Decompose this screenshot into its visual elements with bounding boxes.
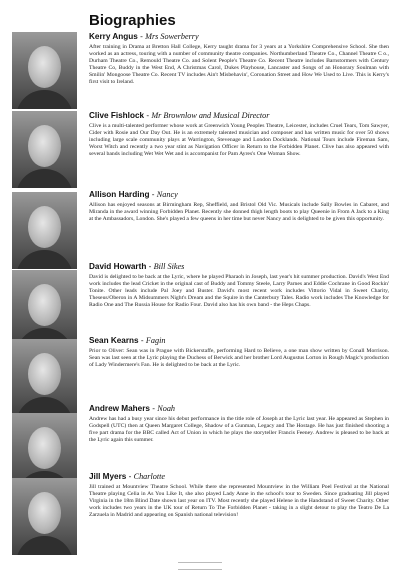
headshot-photo: [12, 32, 77, 109]
separator-dash: -: [148, 262, 154, 271]
performer-name: Allison Harding: [89, 190, 150, 199]
separator-dash: -: [140, 336, 146, 345]
face-shape: [28, 492, 61, 534]
performer-name: Andrew Mahers: [89, 404, 150, 413]
performer-name: Jill Myers: [89, 472, 127, 481]
character-role: Bill Sikes: [153, 262, 185, 271]
bio-paragraph: After training in Drama at Bretton Hall College, Kerry taught drama for 3 years at a Yorkshire Comprehensive School. She then worked as an actress, touring with a number of community theatre companies. Northumberland Theatre Co., Channel Theatre C o., Durham Theatre Co., Remould Theatre Co. and Solent People's Theatre Co. Recent Theatre includes Barnstormers with Century Theatre Co, Buddy in the West End, A Christmas Carol, Dukes Playhouse, Lancaster and Songs of an Honorary Soulman with Smilin' Mongoose Theatre Co. Recent TV includes Ain't Misbehavin', Coronation Street and How We Used to Live. This is Kerry's first visit to Ireland.: [89, 44, 389, 86]
headshot-photo: [12, 478, 77, 555]
bio-paragraph: David is delighted to be back at the Lyric, where he played Pharaoh in Joseph, last year's hit summer production. David's West End work includes the lead Cricket in the original cast of Buddy and Tommy Steele, Larry Parnes and Eddie Cochrane in Good Rockin' Tonite. Other leads include Pal Joey and Buster. David's most recent work includes Vittorio Vidal in Sweet Charity, Theseus/Oberon in A Midsummers Night's Dream and the Squire in the Canterbury Tales. Radio work includes The Knowledge for Radio One and The Russia House for Radio Four. David also has his own band - the Heps Chaps.: [89, 274, 389, 309]
face-shape: [28, 46, 61, 88]
character-role: Mr Brownlow and Musical Director: [151, 111, 270, 120]
shoulders-shape: [16, 536, 73, 555]
face-shape: [28, 125, 61, 167]
bio-text-block: [89, 261, 389, 309]
bio-text-block: [89, 403, 389, 444]
character-role: Charlotte: [133, 472, 166, 481]
headshot-photo: [12, 111, 77, 188]
performer-name: Sean Kearns: [89, 336, 139, 345]
separator-dash: -: [146, 111, 152, 120]
footer-ornament: [178, 562, 222, 570]
shoulders-shape: [16, 250, 73, 269]
separator-dash: -: [152, 404, 158, 413]
bio-paragraph: Andrew has had a busy year since his debut performance in the title role of Joseph at the Lyric last year. He appeared as Stephen in Godspell (UTC) then at Queen Margaret College, Shadow of a Gunman, Legacy and The Hostage. He has just finished shooting a five part drama for the BBC called Act of Union in which he plays the storyteller Francis Feeney. Andrew is pleased to be back at the Lyric again this summer.: [89, 416, 389, 444]
separator-dash: -: [140, 32, 146, 41]
bio-text-block: [89, 471, 389, 519]
performer-heading: [89, 261, 389, 272]
performer-name: Clive Fishlock: [89, 111, 145, 120]
face-shape: [28, 284, 61, 326]
shoulders-shape: [16, 169, 73, 188]
page-title: Biographies: [89, 12, 176, 29]
headshot-photo: [12, 270, 77, 347]
character-role: Fagin: [145, 336, 166, 345]
bio-text-block: [89, 31, 389, 86]
performer-heading: [89, 110, 389, 121]
bio-paragraph: Allison has enjoyed seasons at Birmingham Rep, Sheffield, and Bristol Old Vic. Musicals include Sally Bowles in Cabaret, and Miranda in the award winning Forbidden Planet. Recently she donned thigh length boots to play Queenie in From A Jack to a King at the Ambassadors, London. She's played a few queens in her time but never Nancy and is delighted to be given this opportunity.: [89, 202, 389, 223]
separator-dash: -: [128, 472, 134, 481]
bio-text-block: [89, 110, 389, 158]
performer-heading: [89, 335, 389, 346]
performer-heading: [89, 403, 389, 414]
character-role: Nancy: [156, 190, 178, 199]
bio-text-block: [89, 335, 389, 369]
performer-heading: [89, 189, 389, 200]
bio-paragraph: Clive is a multi-talented performer whose work at Greenwich Young Peoples Theatre, Leicester, includes Cruel Tears, Tom Sawyer, Cider with Rosie and Our Day Out. He is an extremely talented musician and composer and has written music for over 50 shows including large scale community plays at Warrington, Stevenage and London Docklands. National Tours include Fireman Sam, Worst Witch and recently a two year stint as Navigation Officer in Return to the Forbidden Planet. Clive has also appeared with several bands including Wet Wet Wet and is accompanist for Pam Ayres's One Woman Show.: [89, 123, 389, 158]
character-role: Noah: [157, 404, 176, 413]
performer-name: David Howarth: [89, 262, 147, 271]
bio-paragraph: Prior to Oliver: Sean was in Prague with Bickerstaffe, performing Hard to Believe, a one man show written by Conall Morrison. Sean was last seen at the Lyric playing the Duchess of Berwick and her brother Lord Augustus Lorton in Rough Magic's production of Lady Windermere's Fan. He is delighted to be back at the Lyric.: [89, 348, 389, 369]
face-shape: [28, 206, 61, 248]
separator-dash: -: [151, 190, 157, 199]
performer-name: Kerry Angus: [89, 32, 138, 41]
performer-heading: [89, 471, 389, 482]
headshot-photo: [12, 192, 77, 269]
bio-text-block: [89, 189, 389, 223]
character-role: Mrs Sowerberry: [145, 32, 199, 41]
headshot-photo: [12, 339, 77, 416]
shoulders-shape: [16, 90, 73, 109]
bio-paragraph: Jill trained at Mountview Theatre School. While there she represented Mountview in the William Poel Festival at the National Theatre playing Celia in As You Like It, she also played Lady Anne in the school's tour to Sweden. Since graduating Jill played Virginia in the 18m Blind Date shown last year on ITV. Most recently she played Helene in the Handstand of Sweet Charity. Other work includes two years in the UK tour of Return To The Forbidden Planet - taking in a slight detour to play the Teatro De La Zarzuela in Madrid and appearing on Spanish national television!: [89, 484, 389, 519]
face-shape: [28, 427, 61, 469]
performer-heading: [89, 31, 389, 42]
face-shape: [28, 353, 61, 395]
